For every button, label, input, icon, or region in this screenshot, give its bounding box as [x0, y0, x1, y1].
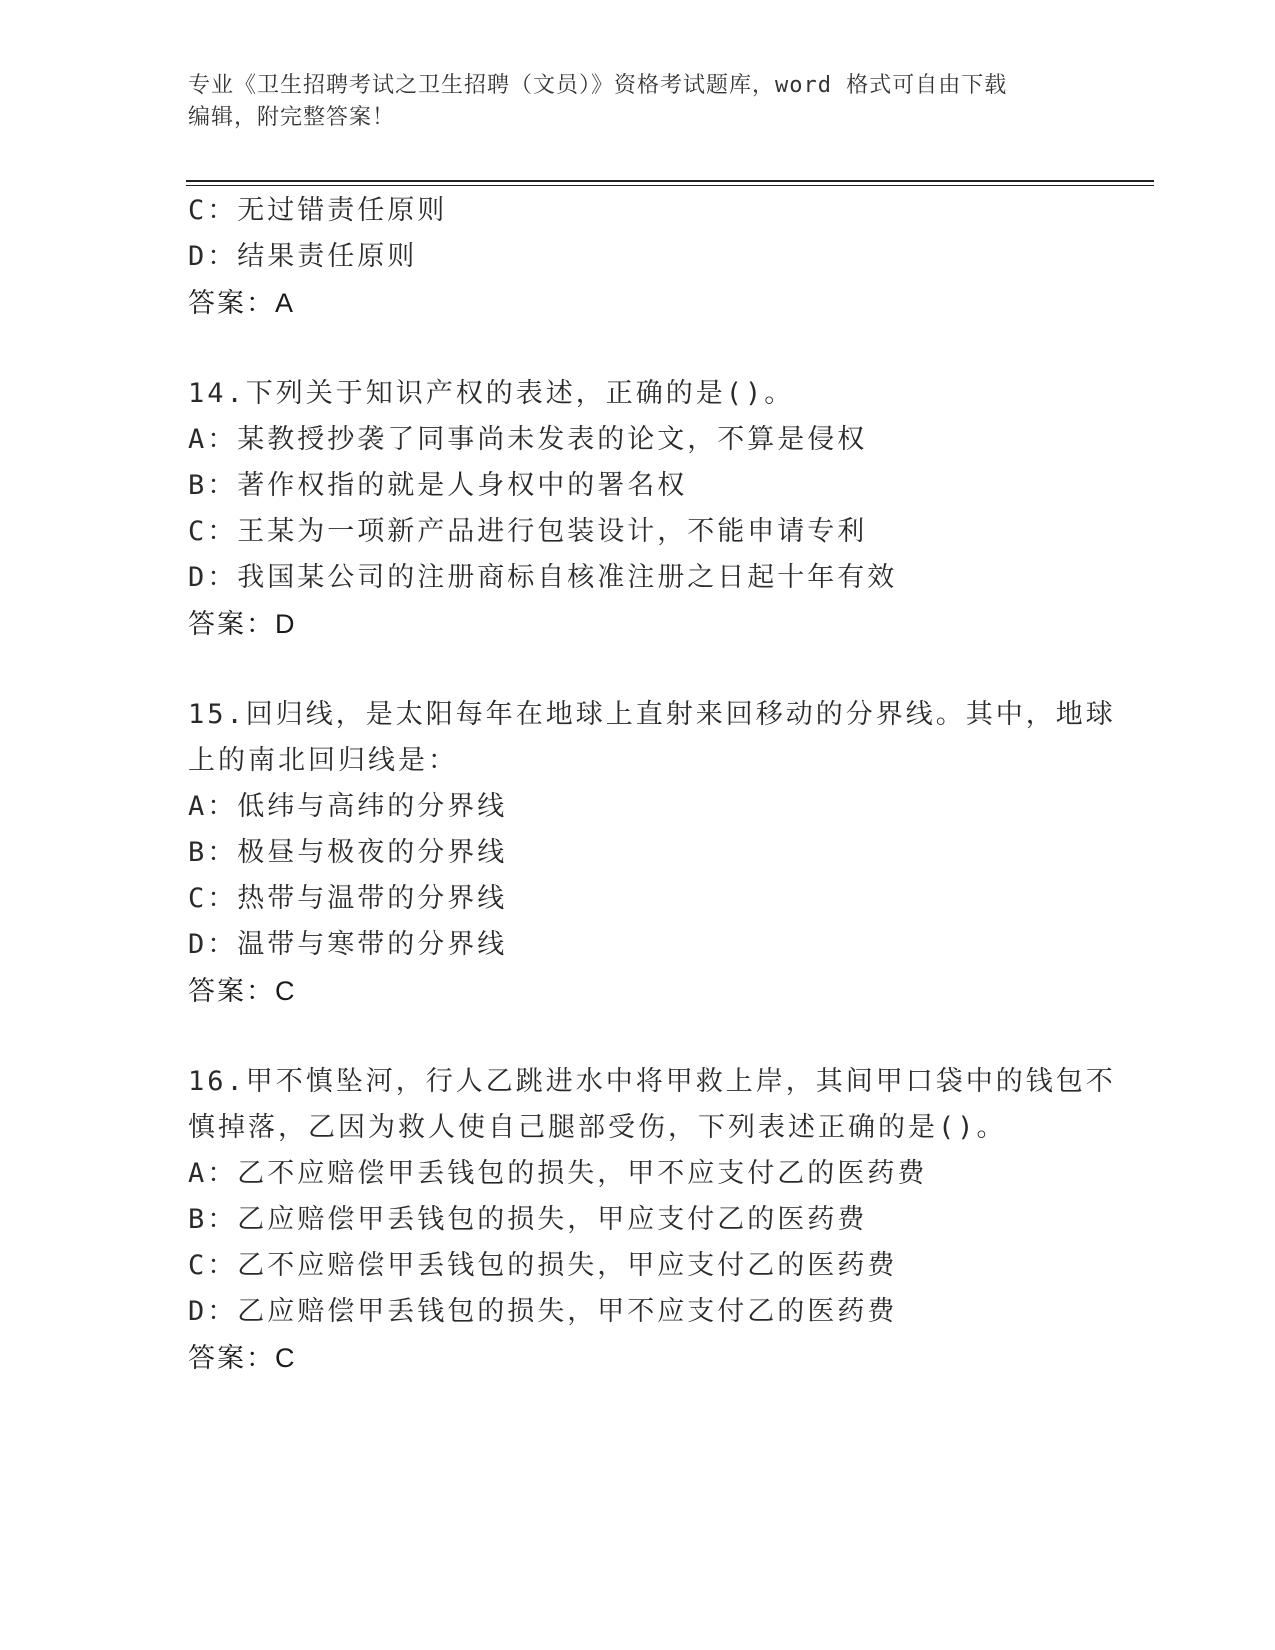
option-d: D：温带与寒带的分界线: [188, 929, 508, 960]
question-block-14: [188, 371, 1088, 647]
question-block-16: [188, 1059, 1116, 1381]
spacer: [188, 326, 1088, 371]
option-b: B：著作权指的就是人身权中的署名权: [188, 470, 688, 501]
question-stem: 14.下列关于知识产权的表述，正确的是()。: [188, 378, 795, 409]
answer-label: 答案：C: [188, 1343, 297, 1373]
option-c: C：无过错责任原则: [188, 195, 448, 226]
header-line-2: 编辑，附完整答案！: [188, 105, 396, 130]
question-stem: 15.回归线，是太阳每年在地球上直射来回移动的分界线。其中，地球: [188, 699, 1116, 730]
answer-label: 答案：A: [188, 288, 296, 318]
option-a: A：低纬与高纬的分界线: [188, 791, 508, 822]
question-list: [188, 188, 1116, 1381]
option-d: D：乙应赔偿甲丢钱包的损失，甲不应支付乙的医药费: [188, 1296, 898, 1327]
question-block-13: [188, 188, 1088, 326]
question-stem-continued: 慎掉落，乙因为救人使自己腿部受伤，下列表述正确的是()。: [188, 1112, 1007, 1143]
header-divider-thick: [186, 180, 1154, 182]
answer-label: 答案：C: [188, 976, 297, 1006]
option-d: D：我国某公司的注册商标自核准注册之日起十年有效: [188, 562, 898, 593]
question-stem: 16.甲不慎坠河，行人乙跳进水中将甲救上岸，其间甲口袋中的钱包不: [188, 1066, 1116, 1097]
spacer: [188, 1014, 1088, 1059]
page-header: [188, 70, 1088, 134]
option-b: B：极昼与极夜的分界线: [188, 837, 508, 868]
option-a: A：乙不应赔偿甲丢钱包的损失，甲不应支付乙的医药费: [188, 1158, 928, 1189]
header-line-1: 专业《卫生招聘考试之卫生招聘（文员）》资格考试题库，word 格式可自由下载: [188, 73, 1008, 98]
question-stem-continued: 上的南北回归线是：: [188, 745, 458, 776]
option-a: A：某教授抄袭了同事尚未发表的论文，不算是侵权: [188, 424, 868, 455]
option-d: D：结果责任原则: [188, 241, 418, 272]
option-b: B：乙应赔偿甲丢钱包的损失，甲应支付乙的医药费: [188, 1204, 868, 1235]
spacer: [188, 647, 1088, 692]
question-block-15: [188, 692, 1116, 1014]
option-c: C：乙不应赔偿甲丢钱包的损失，甲应支付乙的医药费: [188, 1250, 898, 1281]
option-c: C：热带与温带的分界线: [188, 883, 508, 914]
answer-label: 答案：D: [188, 609, 297, 639]
header-divider-thin: [186, 185, 1154, 186]
option-c: C：王某为一项新产品进行包装设计，不能申请专利: [188, 516, 868, 547]
